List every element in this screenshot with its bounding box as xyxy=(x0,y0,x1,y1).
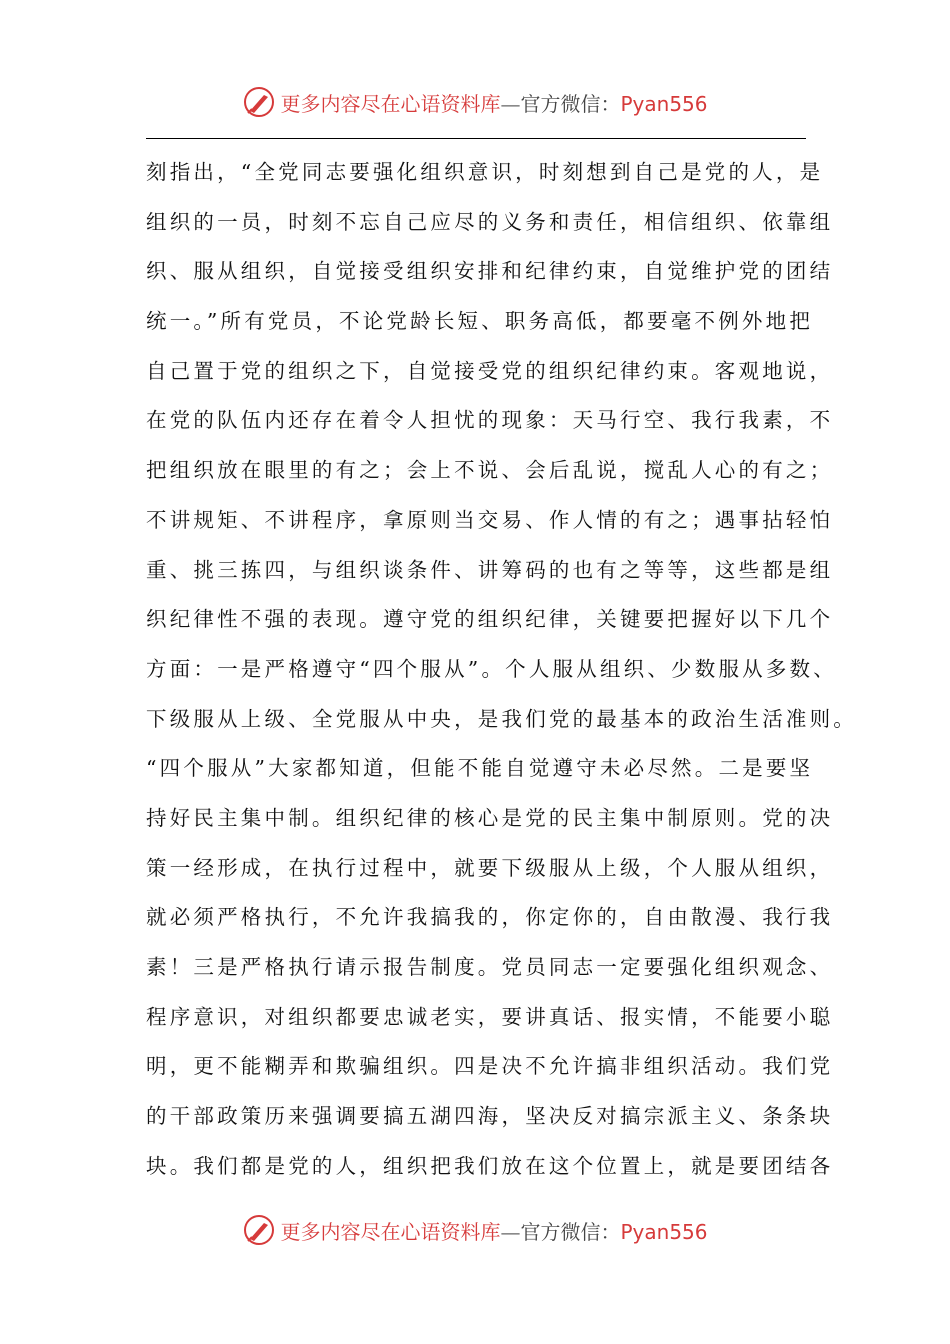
header-wechat-label: 官方微信： xyxy=(520,91,621,116)
text-line: 块。我们都是党的人，组织把我们放在这个位置上，就是要团结各 xyxy=(146,1153,834,1178)
text-line: 下级服从上级、全党服从中央，是我们党的最基本的政治生活准则。 xyxy=(146,706,857,731)
document-body xyxy=(146,152,857,1195)
text-line: 把组织放在眼里的有之；会上不说、会后乱说，搅乱人心的有之； xyxy=(146,458,834,483)
text-line: 刻指出，“全党同志要强化组织意识，时刻想到自己是党的人，是 xyxy=(146,160,824,184)
header-wechat-id: Pyan556 xyxy=(620,91,708,116)
header-divider xyxy=(146,138,806,139)
footer-banner-text xyxy=(280,1216,707,1245)
text-line: 策一经形成，在执行过程中，就要下级服从上级，个人服从组织， xyxy=(146,855,834,880)
header-banner-text xyxy=(280,88,707,117)
header-banner xyxy=(0,82,950,122)
text-line: 持好民主集中制。组织纪律的核心是党的民主集中制原则。党的决 xyxy=(146,805,834,830)
text-line: 重、挑三拣四，与组织谈条件、讲筹码的也有之等等，这些都是组 xyxy=(146,557,834,582)
pen-leaf-logo-icon xyxy=(242,1213,276,1247)
footer-dash: — xyxy=(500,1219,521,1244)
pen-leaf-logo-icon xyxy=(242,85,276,119)
text-line: 明，更不能糊弄和欺骗组织。四是决不允许搞非组织活动。我们党 xyxy=(146,1054,834,1079)
footer-site-name: 更多内容尽在心语资料库 xyxy=(280,1219,501,1244)
text-line: 自己置于党的组织之下，自觉接受党的组织纪律约束。客观地说， xyxy=(146,358,834,383)
header-site-name: 更多内容尽在心语资料库 xyxy=(280,91,501,116)
text-line: 织纪律性不强的表现。遵守党的组织纪律，关键要把握好以下几个 xyxy=(146,607,834,632)
footer-banner xyxy=(0,1210,950,1250)
footer-wechat-id: Pyan556 xyxy=(620,1219,708,1244)
text-line: 统一。”所有党员，不论党龄长短、职务高低，都要毫不例外地把 xyxy=(146,309,814,334)
text-line: 织、服从组织，自觉接受组织安排和纪律约束，自觉维护党的团结 xyxy=(146,259,834,284)
text-line: 就必须严格执行，不允许我搞我的，你定你的，自由散漫、我行我 xyxy=(146,905,834,930)
text-line: 组织的一员，时刻不忘自己应尽的义务和责任，相信组织、依靠组 xyxy=(146,209,834,234)
text-line: 的干部政策历来强调要搞五湖四海，坚决反对搞宗派主义、条条块 xyxy=(146,1104,834,1129)
text-line: 程序意识，对组织都要忠诚老实，要讲真话、报实情，不能要小聪 xyxy=(146,1004,834,1029)
text-line: 方面：一是严格遵守“四个服从”。个人服从组织、少数服从多数、 xyxy=(146,656,837,681)
footer-wechat-label: 官方微信： xyxy=(520,1219,621,1244)
text-line: 素！三是严格执行请示报告制度。党员同志一定要强化组织观念、 xyxy=(146,955,834,979)
text-line: “四个服从”大家都知道，但能不能自觉遵守未必尽然。二是要坚 xyxy=(146,756,814,781)
text-line: 不讲规矩、不讲程序，拿原则当交易、作人情的有之；遇事拈轻怕 xyxy=(146,507,834,532)
header-dash: — xyxy=(500,91,521,116)
text-line: 在党的队伍内还存在着令人担忧的现象：天马行空、我行我素，不 xyxy=(146,408,834,433)
